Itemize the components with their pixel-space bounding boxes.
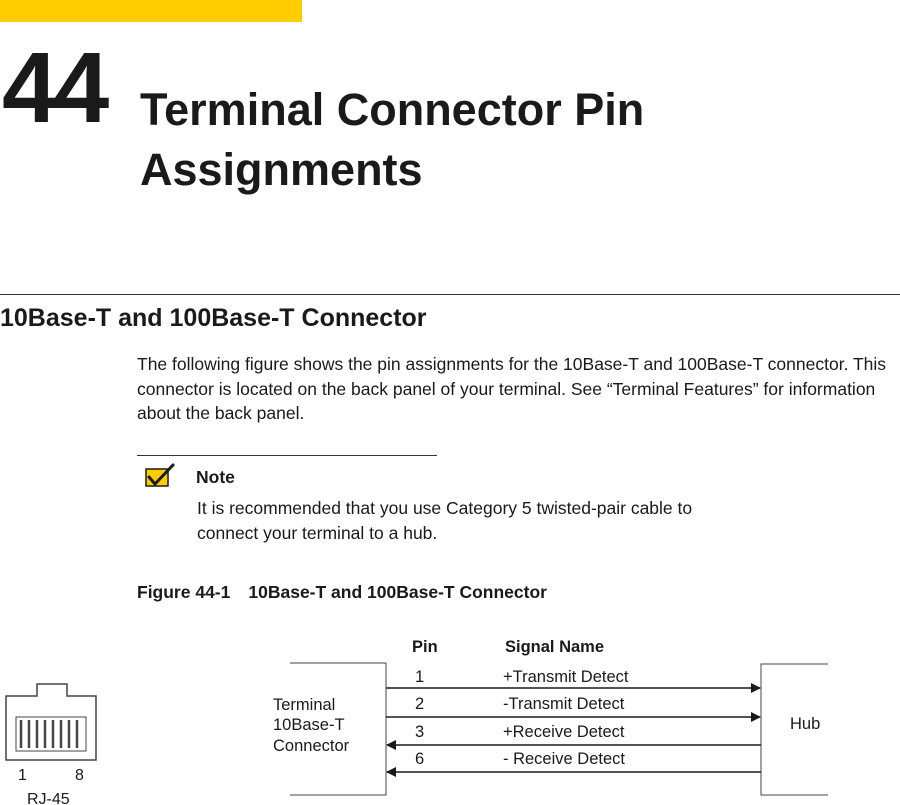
note-body: It is recommended that you use Category 5 twisted-pair cable to connect your terminal to a hub. [197, 498, 693, 543]
rj45-label: RJ-45 [27, 791, 70, 805]
intro-paragraph: The following figure shows the pin assignments for the 10Base-T and 100Base-T connector. This connector is located on the back panel of your terminal. See “Terminal Features” for information about the back panel. [137, 354, 887, 423]
section-divider [0, 294, 900, 295]
section-title: 10Base-T and 100Base-T Connector [0, 304, 427, 332]
terminal-label-line-1: Terminal [273, 696, 336, 714]
pin-number: 6 [415, 750, 425, 768]
signal-row [387, 723, 761, 745]
signal-name: - Receive Detect [503, 750, 625, 768]
pin-number: 2 [415, 695, 425, 713]
figure-title: 10Base-T and 100Base-T Connector [248, 582, 547, 602]
note-title: Note [196, 467, 235, 487]
signal-row [386, 695, 760, 717]
rj45-jack-icon [6, 684, 96, 760]
signal-name: +Transmit Detect [503, 668, 629, 686]
chapter-title: Terminal Connector Pin Assignments [140, 84, 645, 195]
signal-name: -Transmit Detect [503, 695, 625, 713]
signal-row [386, 668, 760, 688]
pin-column-header: Pin [412, 638, 438, 656]
rj45-pin-left-label: 1 [18, 767, 27, 784]
terminal-label-line-2: 10Base-T [273, 716, 345, 734]
signal-name: +Receive Detect [503, 723, 625, 741]
chapter-number: 44 [2, 32, 106, 144]
signal-row [387, 750, 761, 772]
note-divider [137, 455, 437, 456]
terminal-label-line-3: Connector [273, 737, 350, 755]
hub-label: Hub [790, 715, 821, 733]
figure-label: Figure 44-1 [137, 582, 231, 602]
chapter-accent-bar [0, 0, 302, 22]
signal-name-column-header: Signal Name [505, 638, 605, 656]
pin-number: 3 [415, 723, 425, 741]
figure-caption [137, 582, 547, 603]
check-box-icon [145, 463, 175, 489]
rj45-pin-right-label: 8 [75, 767, 84, 784]
connector-diagram [0, 620, 900, 805]
pin-number: 1 [415, 668, 425, 686]
